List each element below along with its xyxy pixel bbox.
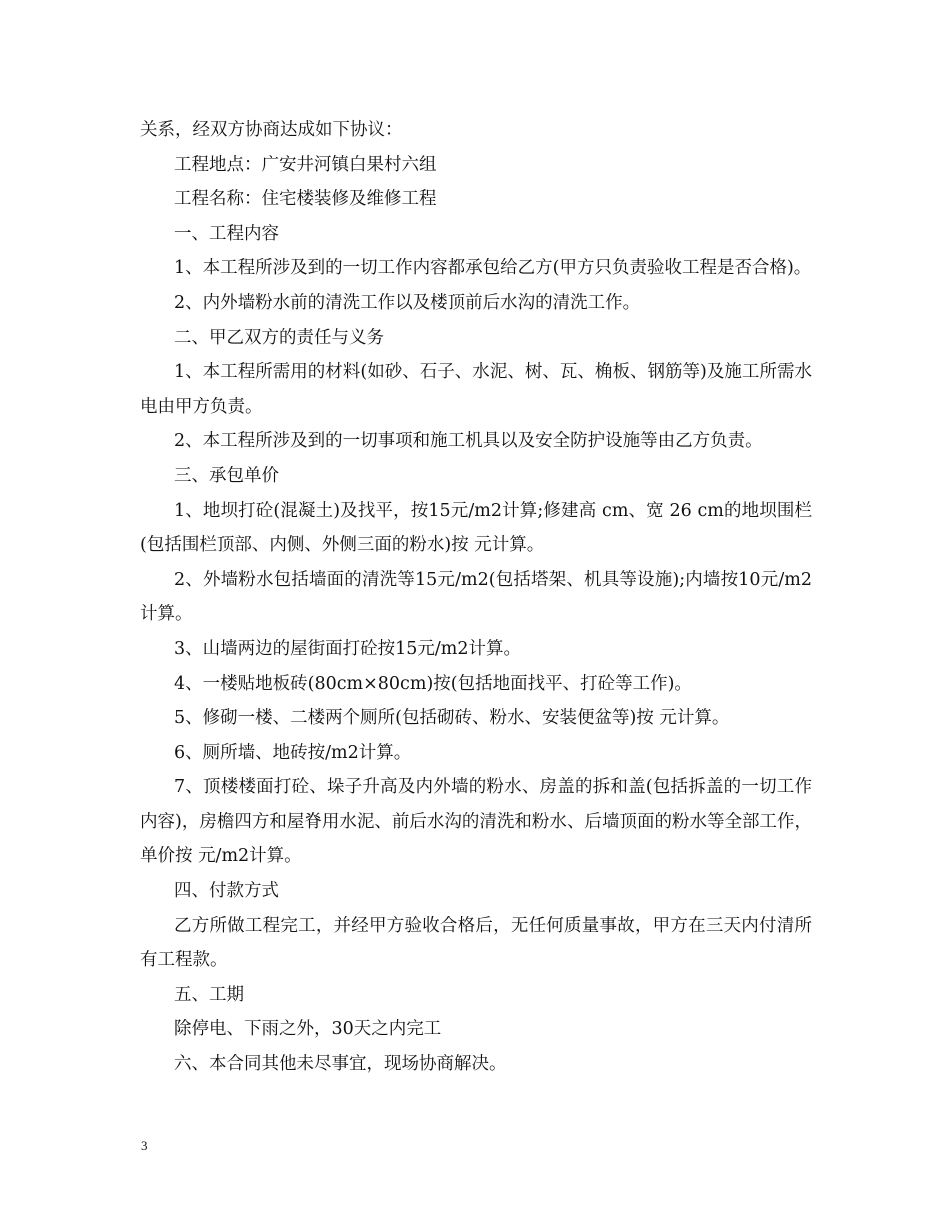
section-heading-responsibilities: 二、甲乙双方的责任与义务 <box>174 327 384 348</box>
paragraph-project-name: 工程名称：住宅楼装修及维修工程 <box>174 189 437 210</box>
paragraph-scope-2: 2、内外墙粉水前的清洗工作以及楼顶前后水沟的清洗工作。 <box>174 292 641 313</box>
paragraph-other-matters: 六、本合同其他未尽事宜，现场协商解决。 <box>174 1054 507 1075</box>
section-heading-payment: 四、付款方式 <box>174 881 279 902</box>
section-heading-unit-price: 三、承包单价 <box>174 465 279 486</box>
paragraph-price-3: 3、山墙两边的屋街面打砼按15元/m2计算。 <box>174 638 522 659</box>
paragraph-scope-1: 1、本工程所涉及到的一切工作内容都承包给乙方(甲方只负责验收工程是否合格)。 <box>174 258 812 279</box>
paragraph-price-2: 2、外墙粉水包括墙面的清洗等15元/m2(包括塔架、机具等设施);内墙按10元/m2计算。 <box>140 569 812 625</box>
document-body <box>140 113 812 1082</box>
paragraph-responsibility-1: 1、本工程所需用的材料(如砂、石子、水泥、树、瓦、桷板、钢筋等)及施工所需水电由甲方负责。 <box>140 362 812 417</box>
paragraph-price-6: 6、厕所墙、地砖按/m2计算。 <box>174 742 412 763</box>
paragraph-payment: 乙方所做工程完工，并经甲方验收合格后，无任何质量事故，甲方在三天内付清所有工程款。 <box>140 915 812 971</box>
paragraph-schedule: 除停电、下雨之外，30天之内完工 <box>174 1019 442 1040</box>
paragraph-responsibility-2: 2、本工程所涉及到的一切事项和施工机具以及安全防护设施等由乙方负责。 <box>174 431 763 452</box>
paragraph-price-1: 1、地坝打砼(混凝土)及找平，按15元/m2计算;修建高 cm、宽 26 cm的地坝围栏(包括围栏顶部、内侧、外侧三面的粉水)按 元计算。 <box>140 500 812 556</box>
paragraph-intro: 关系，经双方协商达成如下协议： <box>140 120 403 140</box>
paragraph-price-5: 5、修砌一楼、二楼两个厕所(包括砌砖、粉水、安装便盆等)按 元计算。 <box>174 708 730 729</box>
paragraph-project-location: 工程地点：广安井河镇白果村六组 <box>174 154 437 175</box>
page-number: 3 <box>141 1138 148 1153</box>
paragraph-price-4: 4、一楼贴地板砖(80cm×80cm)按(包括地面找平、打砼等工作)。 <box>174 673 692 694</box>
paragraph-price-7: 7、顶楼楼面打砼、垛子升高及内外墙的粉水、房盖的拆和盖(包括拆盖的一切工作内容)，房檐四方和屋脊用水泥、前后水沟的清洗和粉水、后墙顶面的粉水等全部工作，单价按 元/m2计算。 <box>140 777 812 867</box>
section-heading-scope: 一、工程内容 <box>174 223 279 244</box>
section-heading-schedule: 五、工期 <box>174 984 244 1005</box>
